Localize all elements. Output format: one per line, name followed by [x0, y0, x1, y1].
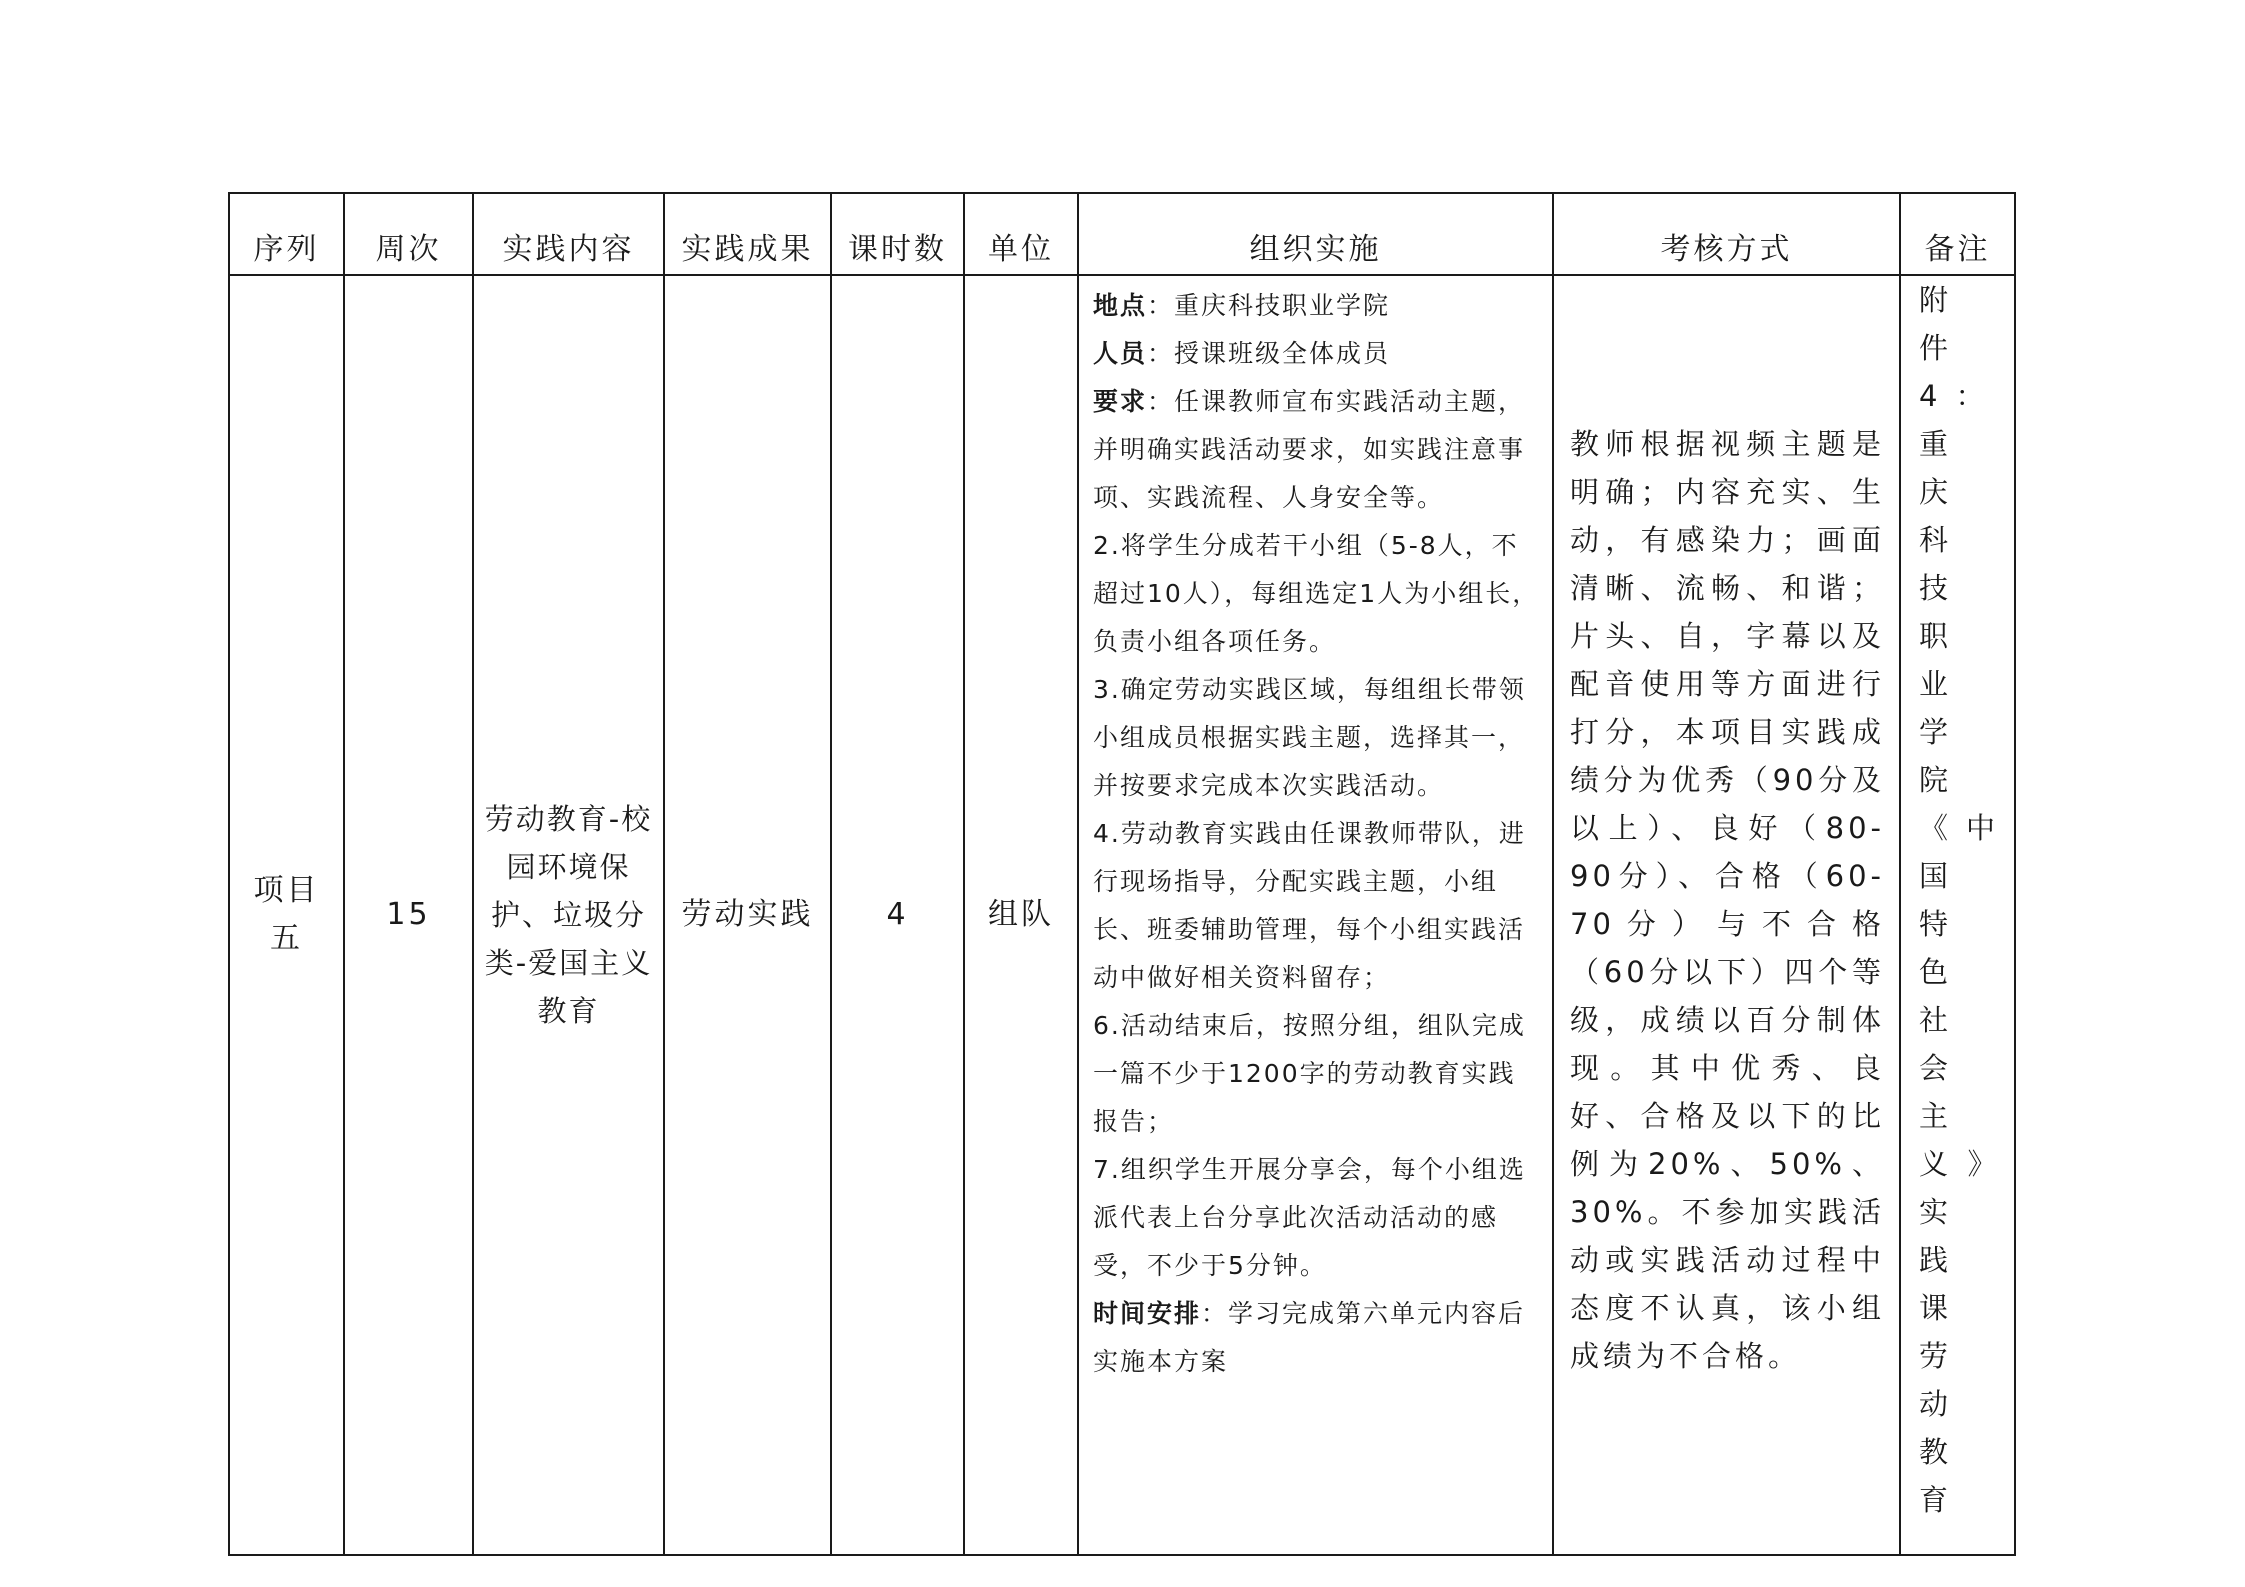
- org-location-label: 地点: [1093, 291, 1148, 320]
- org-people: [1093, 330, 1540, 378]
- cell-assess: 教师根据视频主题是明确；内容充实、生动，有感染力；画面清晰、流畅、和谐；片头、自，字幕以及配音使用等方面进行打分，本项目实践成绩分为优秀（90分及以上）、良好（80-90分）、合格（60-70分）与不合格（60分以下）四个等级，成绩以百分制体现。其中优秀、良好、合格及以下的比例为20%、50%、30%。不参加实践活动或实践活动过程中态度不认真，该小组成绩为不合格。: [1553, 275, 1900, 1555]
- header-seq: 序列: [229, 193, 344, 275]
- org-req-text: ：任课教师宣布实践活动主题，并明确实践活动要求，如实践注意事项、实践流程、人身安全等。: [1093, 387, 1526, 512]
- org-requirements: [1093, 378, 1540, 522]
- cell-org: [1078, 275, 1553, 1555]
- header-result: 实践成果: [664, 193, 831, 275]
- header-org: 组织实施: [1078, 193, 1553, 275]
- org-location: [1093, 282, 1540, 330]
- cell-seq: 项目五: [229, 275, 344, 1555]
- org-schedule: [1093, 1290, 1540, 1386]
- cell-hours: 4: [831, 275, 964, 1555]
- header-assess: 考核方式: [1553, 193, 1900, 275]
- cell-notes: 附件4：重庆科技职业学院《中国特色社会主义》实践课劳动教育: [1900, 275, 2015, 1555]
- header-notes: 备注: [1900, 193, 2015, 275]
- org-step-3: 3.确定劳动实践区域，每组组长带领小组成员根据实践主题，选择其一，并按要求完成本次实践活动。: [1093, 675, 1526, 800]
- org-people-label: 人员: [1093, 339, 1148, 368]
- practice-plan-table: [228, 192, 2016, 1556]
- org-step-6: 6.活动结束后，按照分组，组队完成一篇不少于1200字的劳动教育实践报告；: [1093, 1011, 1526, 1136]
- table-row: [229, 275, 2015, 1555]
- org-req-label: 要求: [1093, 387, 1148, 416]
- org-time-text: ：学习完成第六单元内容后实施本方案: [1093, 1299, 1526, 1376]
- header-content: 实践内容: [473, 193, 664, 275]
- org-location-text: ：重庆科技职业学院: [1147, 291, 1391, 320]
- cell-content: 劳动教育-校园环境保护、垃圾分类-爱国主义教育: [473, 275, 664, 1555]
- header-hours: 课时数: [831, 193, 964, 275]
- org-step-7: 7.组织学生开展分享会，每个小组选派代表上台分享此次活动活动的感受，不少于5分钟。: [1093, 1155, 1526, 1280]
- header-unit: 单位: [964, 193, 1078, 275]
- org-time-label: 时间安排: [1093, 1299, 1202, 1328]
- org-step-4: 4.劳动教育实践由任课教师带队，进行现场指导，分配实践主题，小组长、班委辅助管理，每个小组实践活动中做好相关资料留存；: [1093, 819, 1526, 992]
- table-header-row: [229, 193, 2015, 275]
- org-people-text: ：授课班级全体成员: [1147, 339, 1391, 368]
- header-week: 周次: [344, 193, 473, 275]
- cell-result: 劳动实践: [664, 275, 831, 1555]
- cell-unit: 组队: [964, 275, 1078, 1555]
- org-step-2: 2.将学生分成若干小组（5-8人，不超过10人），每组选定1人为小组长，负责小组各项任务。: [1093, 531, 1540, 656]
- cell-week: 15: [344, 275, 473, 1555]
